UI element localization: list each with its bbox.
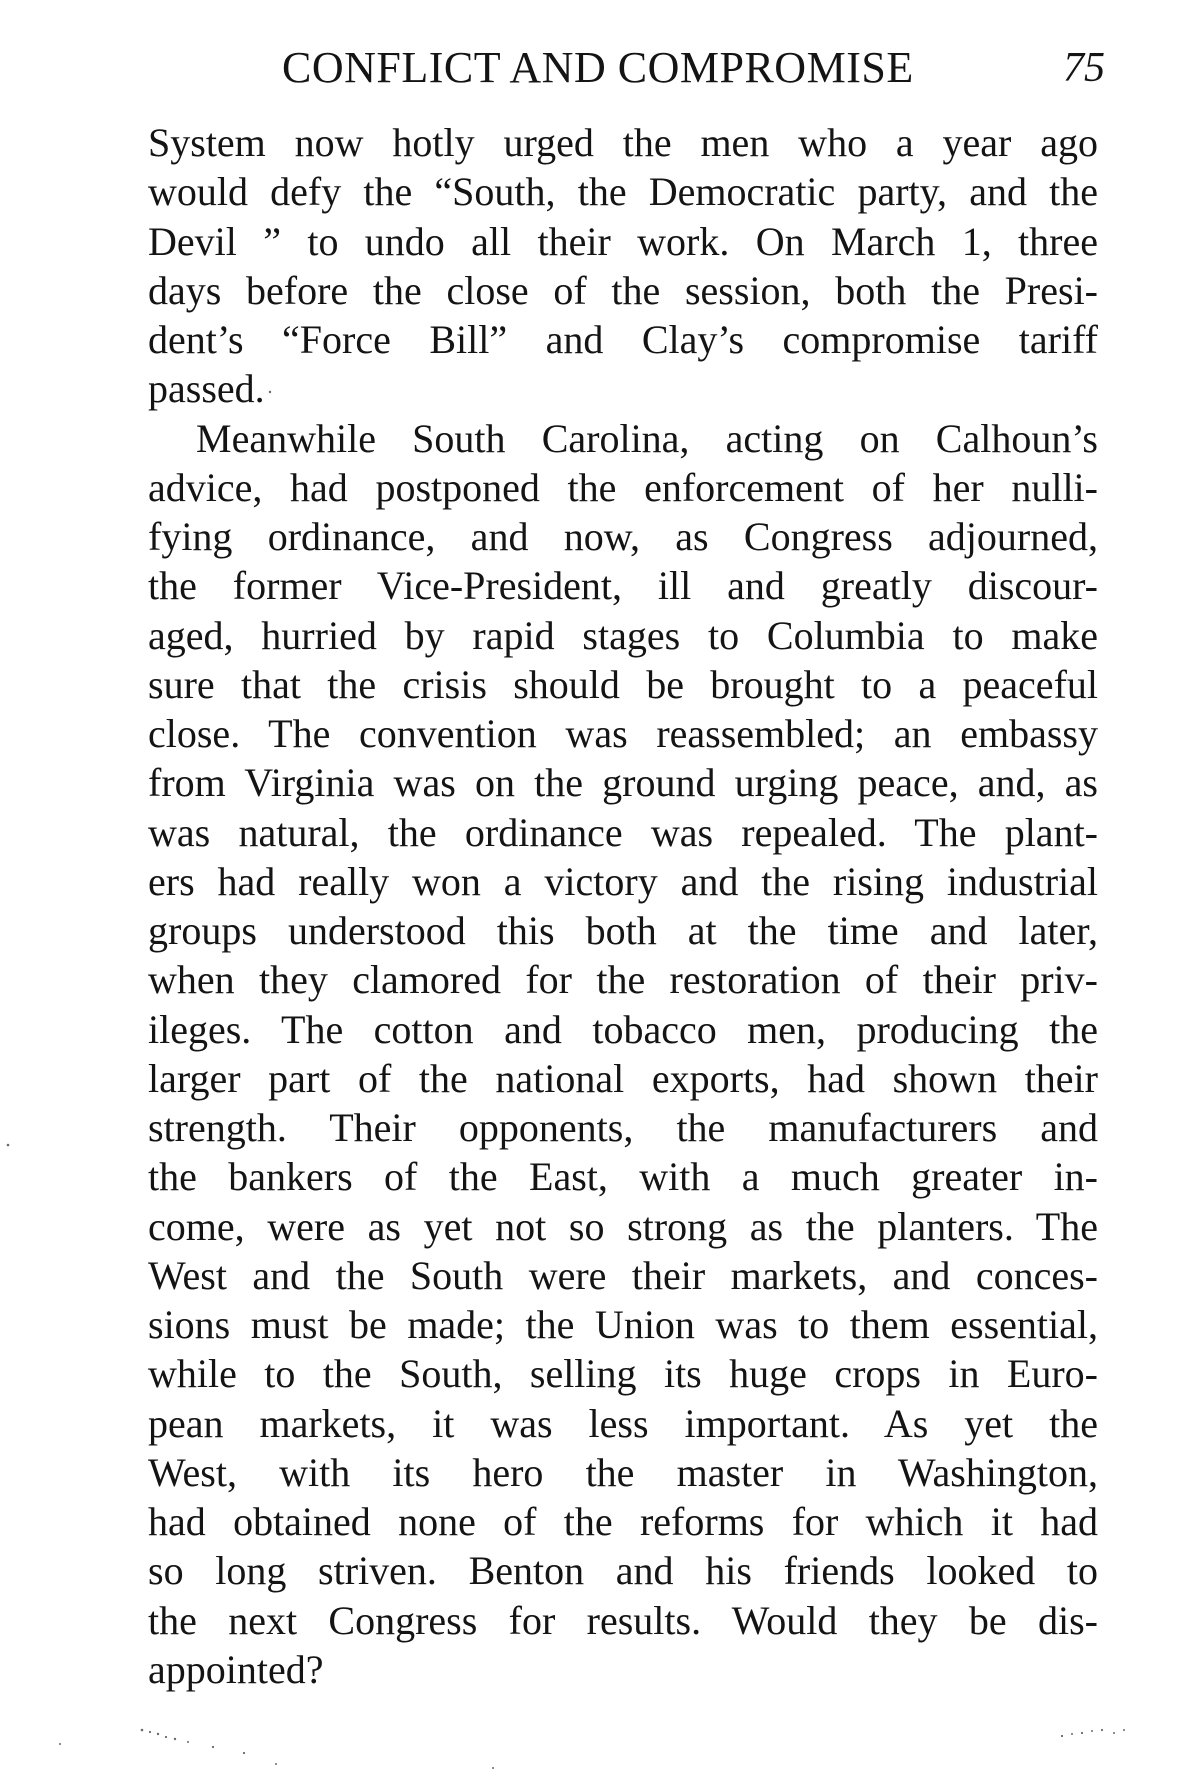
- speck: [212, 1746, 214, 1748]
- speck: [157, 1733, 159, 1735]
- text-line: West, with its hero the master in Washington,: [148, 1449, 1098, 1495]
- text-line: the bankers of the East, with a much greater in-: [148, 1154, 1098, 1200]
- text-line: aged, hurried by rapid stages to Columbia to make: [148, 612, 1098, 658]
- text-line: advice, had postponed the enforcement of her nulli-: [148, 464, 1098, 510]
- running-title: CONFLICT AND COMPROMISE: [282, 43, 914, 92]
- speck: [275, 1763, 277, 1765]
- text-line: dent’s “Force Bill” and Clay’s compromise tariff: [148, 317, 1098, 362]
- speck: [174, 1738, 176, 1740]
- speck: [1101, 1729, 1103, 1731]
- speck: [7, 1144, 10, 1147]
- text-line: was natural, the ordinance was repealed. The plant-: [148, 809, 1098, 855]
- text-line: while to the South, selling its huge crops in Euro-: [148, 1351, 1098, 1397]
- text-line: passed.: [148, 366, 265, 412]
- text-line: appointed?: [148, 1646, 324, 1692]
- paragraph-first-line: System now hotly urged the men who a year ago: [148, 120, 1098, 165]
- text-line: close. The convention was reassembled; an embassy: [148, 711, 1098, 756]
- speck: [1123, 1729, 1125, 1731]
- speck: [1113, 1732, 1115, 1734]
- page-number: 75: [1063, 45, 1105, 91]
- text-line: so long striven. Benton and his friends looked to: [148, 1548, 1098, 1594]
- text-line: come, were as yet not so strong as the planters. The: [148, 1203, 1098, 1249]
- paragraph-first-line: Meanwhile South Carolina, acting on Calhoun’s: [196, 415, 1098, 461]
- text-line: ileges. The cotton and tobacco men, producing the: [148, 1006, 1098, 1052]
- speck: [1061, 1735, 1063, 1737]
- text-line: sure that the crisis should be brought to a peaceful: [148, 661, 1098, 707]
- speck: [187, 1741, 189, 1743]
- text-line: ers had really won a victory and the rising industrial: [148, 858, 1098, 904]
- text-line: Devil ” to undo all their work. On March 1, three: [148, 218, 1098, 264]
- speck: [492, 1767, 494, 1769]
- text-line: when they clamored for the restoration of their priv-: [148, 957, 1098, 1003]
- text-line: the next Congress for results. Would they be dis-: [148, 1597, 1098, 1643]
- text-line: would defy the “South, the Democratic party, and the: [148, 169, 1098, 215]
- speck: [165, 1736, 167, 1738]
- body-text: [148, 118, 1098, 1694]
- speck: [149, 1731, 151, 1733]
- speck: [141, 1729, 144, 1732]
- running-head: [150, 38, 1105, 98]
- text-line: the former Vice-President, ill and greatly discour-: [148, 563, 1098, 609]
- text-line: West and the South were their markets, and conces-: [148, 1252, 1098, 1298]
- text-line: from Virginia was on the ground urging peace, and, as: [148, 760, 1098, 806]
- text-line: days before the close of the session, both the Presi-: [148, 267, 1098, 313]
- speck: [1081, 1732, 1083, 1734]
- speck: [1091, 1730, 1093, 1732]
- speck: [1071, 1733, 1073, 1735]
- text-line: strength. Their opponents, the manufacturers and: [148, 1105, 1098, 1150]
- text-line: fying ordinance, and now, as Congress adjourned,: [148, 514, 1098, 559]
- text-line: sions must be made; the Union was to them essential,: [148, 1302, 1098, 1347]
- text-line: pean markets, it was less important. As yet the: [148, 1400, 1098, 1446]
- text-line: larger part of the national exports, had shown their: [148, 1055, 1098, 1101]
- speck: [243, 1752, 245, 1754]
- speck: [59, 1743, 61, 1745]
- text-line: groups understood this both at the time and later,: [148, 908, 1098, 953]
- text-line: had obtained none of the reforms for which it had: [148, 1499, 1098, 1544]
